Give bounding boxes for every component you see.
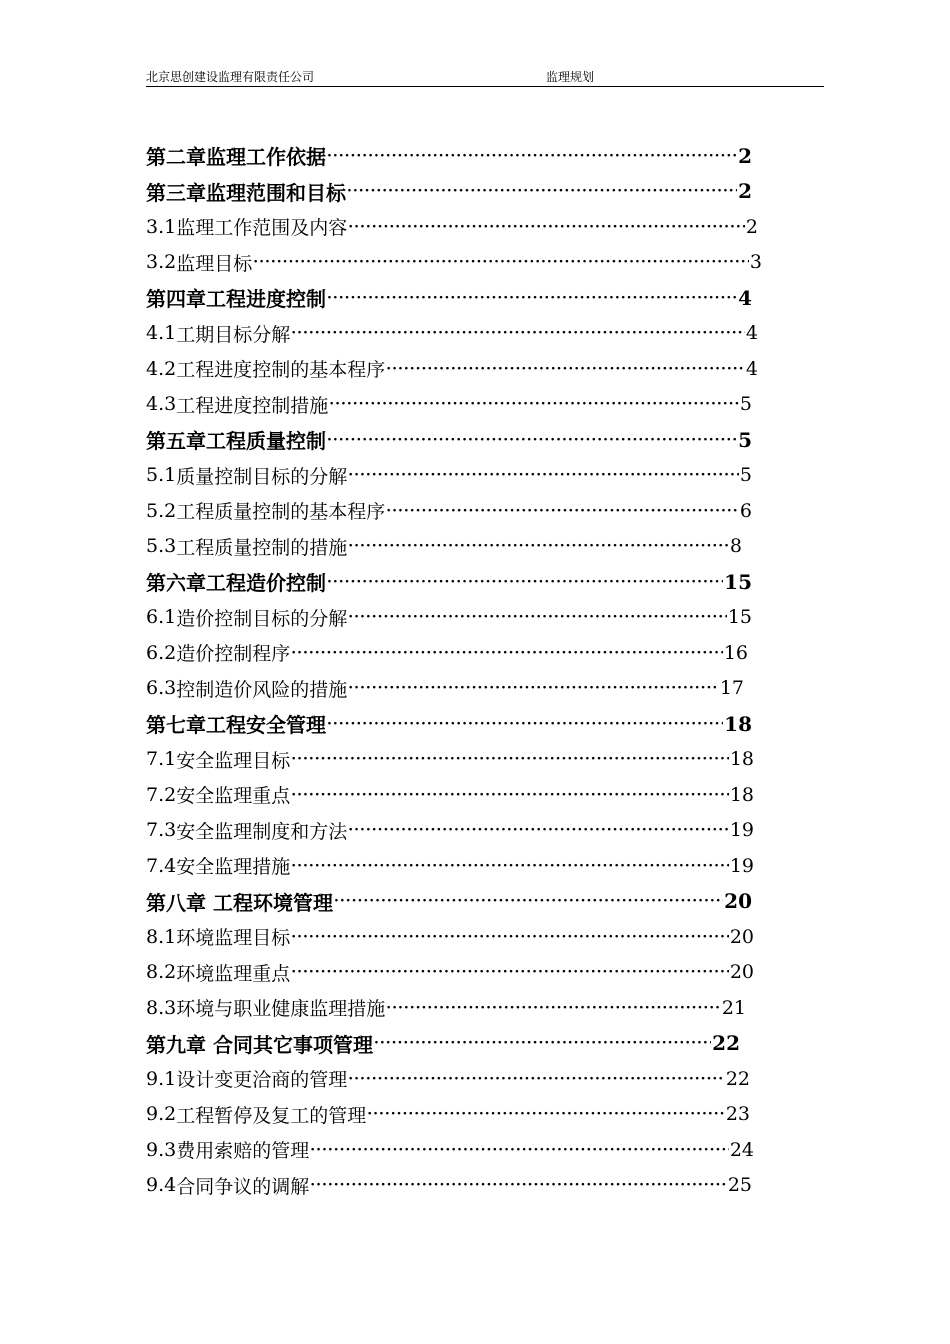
toc-entry-page: 4	[738, 285, 752, 310]
toc-entry-page: 2	[745, 215, 758, 238]
toc-entry[interactable]	[146, 955, 754, 991]
header-company: 北京思创建设监理有限责任公司	[146, 70, 315, 84]
toc-entry[interactable]	[146, 1026, 740, 1062]
toc-entry-title: 质量控制目标的分解	[176, 465, 348, 488]
header-doc-title: 监理规划	[546, 70, 595, 84]
toc-dot-leader	[327, 290, 737, 306]
toc-entry[interactable]	[146, 138, 752, 174]
toc-entry-page: 5	[738, 427, 752, 452]
toc-entry-page: 2	[738, 179, 752, 204]
toc-dot-leader	[386, 503, 739, 519]
toc-entry[interactable]	[146, 316, 758, 352]
toc-entry-title: 第六章工程造价控制	[146, 571, 326, 596]
toc-entry-page: 22	[712, 1031, 740, 1056]
toc-entry[interactable]	[146, 1168, 752, 1204]
toc-entry-page: 18	[729, 783, 754, 806]
toc-entry-page: 15	[724, 569, 752, 594]
toc-entry-title: 监理工作范围及内容	[176, 217, 348, 240]
toc-entry[interactable]	[146, 635, 748, 671]
toc-entry[interactable]	[146, 919, 754, 955]
toc-entry-title: 安全监理目标	[176, 749, 291, 772]
toc-entry-title: 环境监理目标	[176, 927, 291, 950]
toc-entry-number: 5.2	[146, 499, 177, 522]
page-header	[146, 66, 824, 87]
toc-entry-page: 20	[724, 889, 752, 914]
toc-entry-number: 8.1	[146, 925, 177, 948]
toc-dot-leader	[367, 1106, 725, 1122]
toc-entry-page: 24	[729, 1138, 754, 1161]
toc-entry-title: 工程进度控制的基本程序	[176, 359, 386, 382]
table-of-contents	[146, 138, 762, 1203]
toc-entry-page: 22	[725, 1067, 750, 1090]
toc-entry-page: 5	[739, 393, 752, 416]
toc-entry-number: 5.1	[146, 464, 177, 487]
toc-dot-leader	[291, 325, 745, 341]
toc-entry-number: 3.2	[146, 251, 177, 274]
toc-entry-number: 9.3	[146, 1138, 177, 1161]
toc-entry-page: 21	[721, 996, 746, 1019]
toc-entry-number: 7.2	[146, 783, 177, 806]
toc-entry-number: 6.2	[146, 641, 177, 664]
toc-entry[interactable]	[146, 600, 752, 636]
toc-entry-page: 4	[745, 357, 758, 380]
toc-entry-number: 9.4	[146, 1174, 177, 1197]
toc-entry[interactable]	[146, 209, 758, 245]
toc-entry-title: 监理目标	[176, 252, 253, 275]
toc-entry[interactable]	[146, 884, 752, 920]
toc-entry-number: 7.4	[146, 854, 177, 877]
toc-entry-page: 2	[738, 143, 752, 168]
toc-dot-leader	[291, 858, 729, 874]
toc-entry-number: 7.1	[146, 748, 177, 771]
toc-entry-number: 3.1	[146, 215, 177, 238]
toc-entry-title: 造价控制目标的分解	[176, 607, 348, 630]
toc-entry[interactable]	[146, 351, 758, 387]
toc-entry[interactable]	[146, 564, 752, 600]
toc-dot-leader	[310, 1177, 727, 1193]
toc-entry[interactable]	[146, 671, 744, 707]
toc-entry-title: 第五章工程质量控制	[146, 429, 326, 454]
toc-dot-leader	[348, 680, 719, 696]
toc-entry-number: 4.3	[146, 393, 177, 416]
toc-dot-leader	[334, 893, 723, 909]
toc-dot-leader	[374, 1035, 711, 1051]
toc-dot-leader	[348, 822, 729, 838]
toc-entry-title: 工程质量控制的基本程序	[176, 501, 386, 524]
toc-entry-page: 20	[729, 961, 754, 984]
toc-entry-page: 3	[749, 251, 762, 274]
toc-entry[interactable]	[146, 1061, 750, 1097]
toc-entry-page: 17	[719, 677, 744, 700]
toc-entry[interactable]	[146, 848, 754, 884]
toc-entry-title: 第四章工程进度控制	[146, 287, 326, 312]
toc-entry-page: 19	[729, 854, 754, 877]
toc-dot-leader	[348, 538, 729, 554]
toc-entry[interactable]	[146, 990, 746, 1026]
toc-entry-page: 5	[739, 464, 752, 487]
toc-entry[interactable]	[146, 280, 752, 316]
toc-entry-title: 工期目标分解	[176, 323, 291, 346]
toc-dot-leader	[347, 183, 737, 199]
toc-dot-leader	[348, 1071, 725, 1087]
toc-dot-leader	[386, 1000, 721, 1016]
toc-entry-title: 第七章工程安全管理	[146, 713, 326, 738]
toc-dot-leader	[348, 467, 739, 483]
toc-entry[interactable]	[146, 387, 752, 423]
toc-entry-page: 23	[725, 1103, 750, 1126]
toc-dot-leader	[291, 964, 729, 980]
toc-dot-leader	[348, 219, 745, 235]
toc-entry-page: 15	[727, 606, 752, 629]
toc-entry-number: 4.2	[146, 357, 177, 380]
toc-entry[interactable]	[146, 706, 752, 742]
toc-entry-number: 8.3	[146, 996, 177, 1019]
toc-entry-title: 设计变更洽商的管理	[176, 1069, 348, 1092]
toc-dot-leader	[310, 1142, 729, 1158]
toc-entry[interactable]	[146, 493, 752, 529]
toc-entry-number: 8.2	[146, 961, 177, 984]
toc-entry-page: 25	[727, 1174, 752, 1197]
toc-entry-title: 工程进度控制措施	[176, 394, 329, 417]
toc-entry-number: 9.1	[146, 1067, 177, 1090]
toc-entry-page: 18	[724, 711, 752, 736]
toc-entry-number: 9.2	[146, 1103, 177, 1126]
toc-dot-leader	[253, 254, 749, 270]
toc-entry-page: 6	[739, 499, 752, 522]
toc-entry-title: 第三章监理范围和目标	[146, 180, 346, 205]
toc-entry-title: 造价控制程序	[176, 643, 291, 666]
toc-entry-page: 20	[729, 925, 754, 948]
toc-dot-leader	[291, 645, 723, 661]
toc-entry-number: 6.3	[146, 677, 177, 700]
toc-entry-number: 4.1	[146, 322, 177, 345]
toc-entry-title: 安全监理制度和方法	[176, 820, 348, 843]
toc-dot-leader	[327, 716, 723, 732]
toc-entry[interactable]	[146, 742, 754, 778]
toc-dot-leader	[327, 574, 723, 590]
toc-entry-title: 工程质量控制的措施	[176, 536, 348, 559]
toc-dot-leader	[291, 787, 729, 803]
toc-entry[interactable]	[146, 529, 742, 565]
toc-dot-leader	[327, 432, 737, 448]
toc-entry-page: 19	[729, 819, 754, 842]
toc-entry-page: 8	[729, 535, 742, 558]
toc-entry-title: 费用索赔的管理	[176, 1140, 310, 1163]
toc-entry-number: 7.3	[146, 819, 177, 842]
toc-entry[interactable]	[146, 1097, 750, 1133]
toc-entry-page: 4	[745, 322, 758, 345]
toc-entry-page: 16	[723, 641, 748, 664]
toc-entry[interactable]	[146, 458, 752, 494]
toc-entry-title: 安全监理重点	[176, 785, 291, 808]
toc-dot-leader	[386, 361, 745, 377]
toc-dot-leader	[291, 751, 729, 767]
toc-entry[interactable]	[146, 813, 754, 849]
toc-entry-title: 环境监理重点	[176, 962, 291, 985]
toc-entry-title: 工程暂停及复工的管理	[176, 1104, 367, 1127]
toc-entry-title: 第二章监理工作依据	[146, 145, 326, 170]
toc-entry[interactable]	[146, 422, 752, 458]
toc-entry-title: 控制造价风险的措施	[176, 678, 348, 701]
toc-entry-number: 5.3	[146, 535, 177, 558]
toc-entry[interactable]	[146, 174, 752, 210]
toc-entry[interactable]	[146, 245, 762, 281]
toc-entry[interactable]	[146, 1132, 754, 1168]
toc-entry[interactable]	[146, 777, 754, 813]
toc-dot-leader	[329, 396, 739, 412]
toc-dot-leader	[291, 929, 729, 945]
toc-entry-title: 第九章 合同其它事项管理	[146, 1032, 373, 1057]
toc-entry-page: 18	[729, 748, 754, 771]
toc-dot-leader	[348, 609, 727, 625]
toc-entry-title: 环境与职业健康监理措施	[176, 998, 386, 1021]
toc-entry-title: 安全监理措施	[176, 856, 291, 879]
toc-entry-title: 第八章 工程环境管理	[146, 890, 333, 915]
toc-dot-leader	[327, 148, 737, 164]
toc-entry-number: 6.1	[146, 606, 177, 629]
toc-entry-title: 合同争议的调解	[176, 1175, 310, 1198]
